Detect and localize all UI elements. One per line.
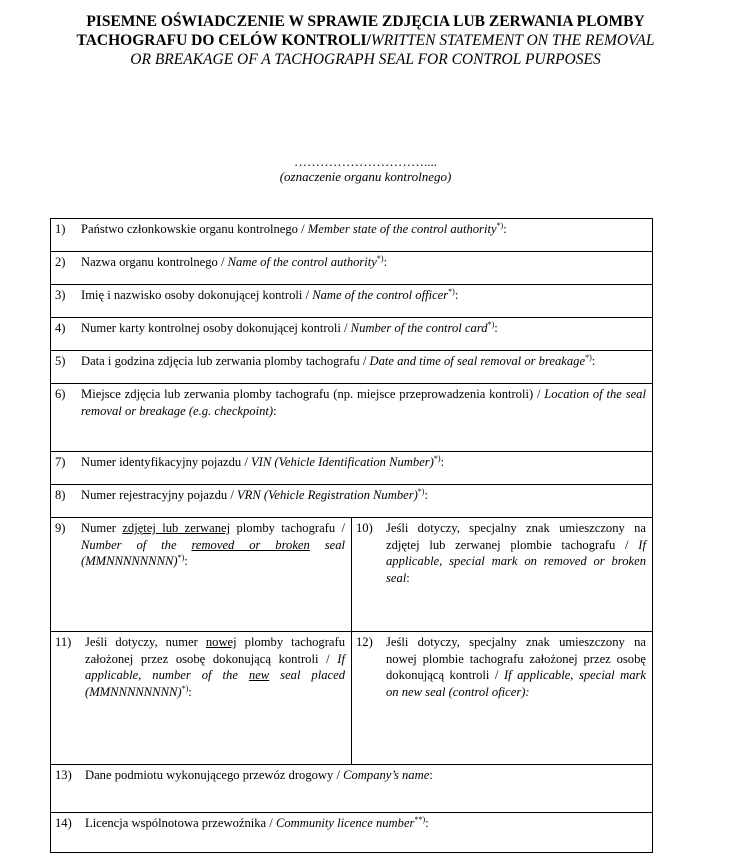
field-label-pl: Numer rejestracyjny pojazdu /: [81, 488, 237, 502]
field-label-en: seal (MMNNNNNNNN): [81, 537, 345, 568]
field-number: 12): [356, 635, 373, 649]
footnote-mark: *): [376, 253, 384, 263]
footnote-mark: *): [417, 486, 425, 496]
field-label-pl: Dane podmiotu wykonującego przewóz drogowy /: [85, 768, 344, 782]
footnote-mark: *): [433, 453, 441, 463]
field-number: 8): [55, 488, 66, 502]
field-label-pl: plomby tachografu /: [230, 521, 345, 535]
field-number: 14): [55, 816, 72, 830]
footnote-mark: *): [181, 683, 189, 693]
field-label-pl: Jeśli dotyczy, specjalny znak umieszczony na zdjętej lub zerwanej plombie tachografu /: [386, 521, 646, 552]
footnote-mark: *): [585, 352, 592, 362]
field-label-pl: Licencja wspólnotowa przewoźnika /: [85, 816, 276, 830]
footnote-mark: **): [414, 814, 426, 824]
field-label-pl: Numer: [81, 521, 123, 535]
field-7-vin[interactable]: [51, 452, 653, 485]
field-number: 3): [55, 288, 66, 302]
field-label-en: Location of the seal removal or breakage (e.g. checkpoint): [81, 387, 646, 418]
colon: :: [454, 288, 459, 302]
authority-dotted-line[interactable]: …………………………....: [294, 154, 437, 169]
field-label-pl: Data i godzina zdjęcia lub zerwania plomby tachografu /: [81, 354, 370, 368]
field-6-location[interactable]: [51, 384, 653, 452]
field-label-pl: Miejsce zdjęcia lub zerwania plomby tachografu (np. miejsce przeprowadzenia kontroli) /: [81, 387, 545, 401]
field-3-officer-name[interactable]: [51, 285, 653, 318]
field-label-en: Number of the: [81, 537, 192, 552]
field-label-en: If applicable, number of the: [85, 651, 345, 682]
field-5-date-time[interactable]: [51, 351, 653, 384]
field-label-en: Community licence number: [275, 816, 415, 830]
field-number: 1): [55, 222, 66, 236]
field-label-pl: Numer identyfikacyjny pojazdu /: [81, 455, 251, 469]
field-4-control-card[interactable]: [51, 318, 653, 351]
footnote-mark: *): [177, 552, 185, 562]
control-authority-block: [0, 154, 731, 184]
colon: :: [184, 554, 188, 568]
underlined-text: new: [248, 668, 270, 682]
field-label-en: Number of the control card: [350, 321, 488, 335]
field-number: 9): [55, 521, 66, 535]
colon: :: [273, 403, 277, 418]
field-13-company-name[interactable]: [51, 765, 653, 813]
authority-caption: (oznaczenie organu kontrolnego): [279, 169, 452, 184]
field-label-en: If applicable, special mark on new seal (control oficer):: [386, 668, 646, 699]
field-number: 11): [55, 635, 72, 649]
colon: :: [591, 354, 596, 368]
field-2-authority-name[interactable]: [51, 252, 653, 285]
statement-form: [50, 218, 653, 853]
field-9-removed-seal-number[interactable]: [51, 518, 352, 632]
colon: :: [429, 768, 433, 782]
title-line-2: TACHOGRAFU DO CELÓW KONTROLI/: [76, 32, 371, 49]
field-label-en: VRN (Vehicle Registration Number): [236, 488, 418, 502]
underlined-text: nowej: [205, 635, 237, 649]
field-number: 10): [356, 521, 373, 535]
field-12-new-seal-mark[interactable]: [352, 632, 653, 765]
footnote-mark: *): [487, 319, 495, 329]
field-label-en: Name of the control authority: [227, 255, 377, 269]
field-14-community-licence[interactable]: [51, 813, 653, 853]
field-11-new-seal-number[interactable]: [51, 632, 352, 765]
field-label-pl: Jeśli dotyczy, specjalny znak umieszczony na nowej plombie tachografu założonej przez osobę dokonującą kontroli /: [386, 635, 646, 682]
field-label-en: VIN (Vehicle Identification Number): [250, 455, 434, 469]
colon: :: [440, 455, 445, 469]
field-1-member-state[interactable]: [51, 219, 653, 252]
field-label-pl: Numer karty kontrolnej osoby dokonującej kontroli /: [81, 321, 351, 335]
field-number: 5): [55, 354, 66, 368]
colon: :: [188, 684, 192, 699]
footnote-mark: *): [448, 286, 455, 296]
title-line-2-en: WRITTEN STATEMENT ON THE REMOVAL: [370, 32, 655, 49]
field-label-en: Date and time of seal removal or breakage: [369, 354, 586, 368]
underlined-text: removed or broken: [191, 537, 310, 552]
field-label-pl: Imię i nazwisko osoby dokonującej kontroli /: [81, 288, 313, 302]
field-label-pl: Państwo członkowskie organu kontrolnego /: [81, 222, 308, 236]
title-line-1: PISEMNE OŚWIADCZENIE W SPRAWIE ZDJĘCIA LUB ZERWANIA PLOMBY: [86, 13, 645, 30]
field-label-en: seal placed (MMNNNNNNNN): [85, 668, 346, 699]
colon: :: [503, 222, 507, 236]
field-label-pl: Nazwa organu kontrolnego /: [81, 255, 228, 269]
field-label-pl: plomby tachografu założonej przez osobę dokonującą kontroli /: [85, 635, 345, 666]
field-number: 6): [55, 387, 66, 401]
field-8-vrn[interactable]: [51, 485, 653, 518]
field-number: 13): [55, 768, 72, 782]
field-label-en: Name of the control officer: [312, 288, 449, 302]
field-label-pl: Jeśli dotyczy, numer: [85, 635, 206, 649]
field-number: 4): [55, 321, 66, 335]
colon: :: [406, 570, 410, 585]
title-line-3-en: OR BREAKAGE OF A TACHOGRAPH SEAL FOR CONTROL PURPOSES: [130, 51, 601, 68]
form-title: [0, 12, 731, 69]
field-label-en: Company’s name: [343, 768, 430, 782]
colon: :: [383, 255, 388, 269]
field-label-en: Member state of the control authority: [307, 222, 497, 236]
colon: :: [494, 321, 498, 335]
field-label-en: If applicable, special mark on removed or broken seal: [386, 537, 646, 585]
field-number: 2): [55, 255, 66, 269]
field-number: 7): [55, 455, 66, 469]
underlined-text: zdjętej lub zerwanej: [122, 521, 231, 535]
colon: :: [424, 488, 428, 502]
field-10-removed-seal-mark[interactable]: [352, 518, 653, 632]
colon: :: [425, 816, 429, 830]
footnote-mark: *): [496, 220, 504, 230]
